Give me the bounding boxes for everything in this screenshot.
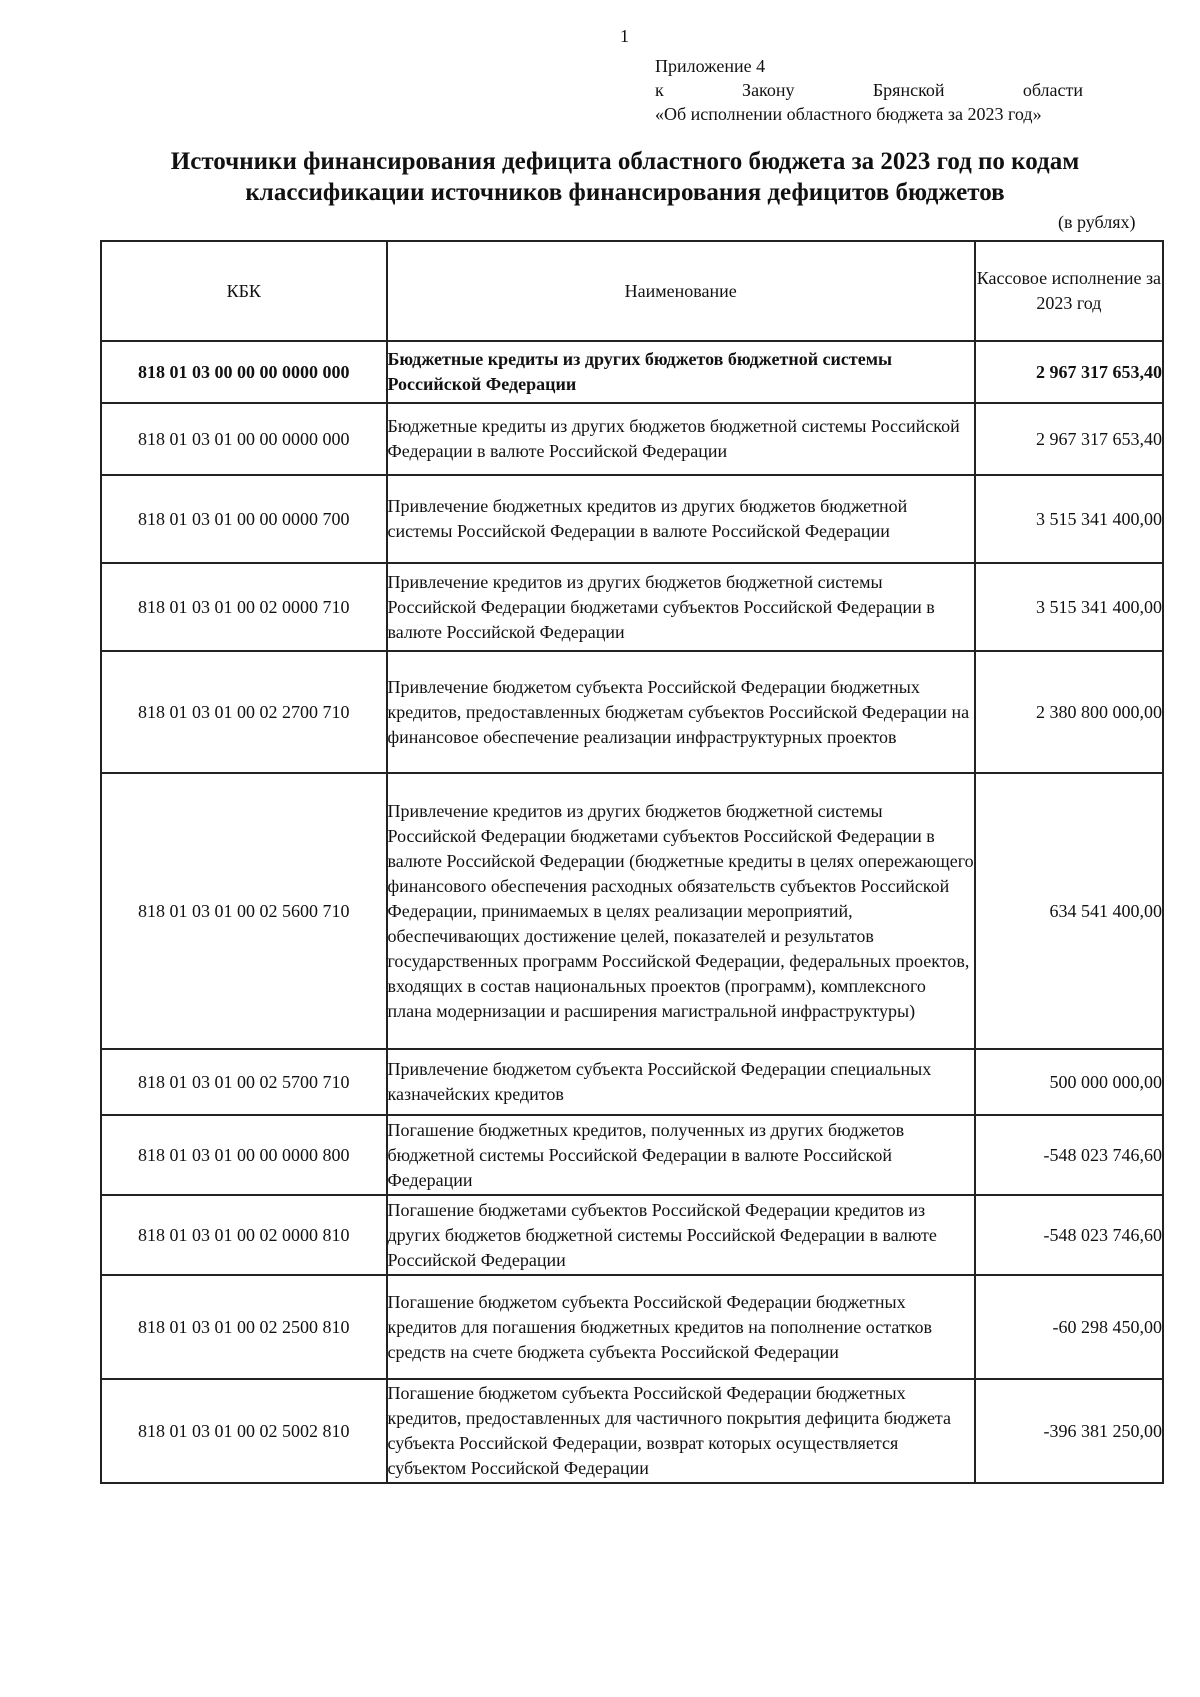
amount-cell: 2 380 800 000,00 <box>975 651 1163 773</box>
sources-table <box>100 240 1164 1484</box>
name-cell: Привлечение кредитов из других бюджетов бюджетной системы Российской Федерации бюджетами субъектов Российской Федерации в валюте Российской Федерации (бюджетные кредиты в целях опережающего финансового обеспечения расходных обязательств субъектов Российской Федерации, принимаемых в целях реализации мероприятий, обеспечивающих достижение целей, показателей и результатов государственных программ Российской Федерации, федеральных проектов, входящих в состав национальных проектов (программ), комплексного плана модернизации и расширения магистральной инфраструктуры) <box>387 773 975 1049</box>
name-cell: Погашение бюджетных кредитов, полученных из других бюджетов бюджетной системы Российской Федерации в валюте Российской Федерации <box>387 1115 975 1195</box>
kbk-cell: 818 01 03 01 00 02 5002 810 <box>101 1379 387 1483</box>
kbk-cell: 818 01 03 00 00 00 0000 000 <box>101 341 387 403</box>
amount-cell: 500 000 000,00 <box>975 1049 1163 1115</box>
table-row <box>101 773 1163 1049</box>
name-cell: Погашение бюджетами субъектов Российской Федерации кредитов из других бюджетов бюджетной системы Российской Федерации в валюте Российской Федерации <box>387 1195 975 1275</box>
kbk-cell: 818 01 03 01 00 02 0000 710 <box>101 563 387 651</box>
name-cell: Бюджетные кредиты из других бюджетов бюджетной системы Российской Федерации в валюте Российской Федерации <box>387 403 975 475</box>
appendix-block <box>655 54 1083 126</box>
amount-cell: -60 298 450,00 <box>975 1275 1163 1379</box>
appendix-law-line <box>655 78 1083 102</box>
kbk-cell: 818 01 03 01 00 00 0000 800 <box>101 1115 387 1195</box>
table-row <box>101 1275 1163 1379</box>
name-cell: Погашение бюджетом субъекта Российской Федерации бюджетных кредитов, предоставленных для частичного покрытия дефицита бюджета субъекта Российской Федерации, возврат которых осуществляется субъектом Российской Федерации <box>387 1379 975 1483</box>
header-amount: Кассовое исполнение за 2023 год <box>975 241 1163 341</box>
name-cell: Привлечение бюджетом субъекта Российской Федерации специальных казначейских кредитов <box>387 1049 975 1115</box>
kbk-cell: 818 01 03 01 00 02 0000 810 <box>101 1195 387 1275</box>
name-cell: Погашение бюджетом субъекта Российской Федерации бюджетных кредитов для погашения бюджетных кредитов на пополнение остатков средств на счете бюджета субъекта Российской Федерации <box>387 1275 975 1379</box>
amount-cell: -548 023 746,60 <box>975 1195 1163 1275</box>
header-kbk: КБК <box>101 241 387 341</box>
table-header-row <box>101 241 1163 341</box>
amount-cell: 3 515 341 400,00 <box>975 563 1163 651</box>
appendix-law-word: области <box>1022 80 1083 100</box>
amount-cell: 634 541 400,00 <box>975 773 1163 1049</box>
table-row <box>101 651 1163 773</box>
kbk-cell: 818 01 03 01 00 02 2700 710 <box>101 651 387 773</box>
name-cell: Привлечение бюджетных кредитов из других бюджетов бюджетной системы Российской Федерации в валюте Российской Федерации <box>387 475 975 563</box>
document-title: Источники финансирования дефицита областного бюджета за 2023 год по кодам классификации источников финансирования дефицитов бюджетов <box>170 148 1080 206</box>
kbk-cell: 818 01 03 01 00 02 5600 710 <box>101 773 387 1049</box>
appendix-law-word: Закону <box>742 80 795 100</box>
amount-cell: -548 023 746,60 <box>975 1115 1163 1195</box>
name-cell: Привлечение кредитов из других бюджетов бюджетной системы Российской Федерации бюджетами субъектов Российской Федерации в валюте Российской Федерации <box>387 563 975 651</box>
table-row <box>101 403 1163 475</box>
appendix-law-title: «Об исполнении областного бюджета за 2023 год» <box>655 104 1042 124</box>
table-row <box>101 1379 1163 1483</box>
table-row <box>101 475 1163 563</box>
kbk-cell: 818 01 03 01 00 02 2500 810 <box>101 1275 387 1379</box>
appendix-title: Приложение 4 <box>655 56 766 76</box>
table-row <box>101 1195 1163 1275</box>
name-cell: Бюджетные кредиты из других бюджетов бюджетной системы Российской Федерации <box>387 341 975 403</box>
amount-cell: 2 967 317 653,40 <box>975 341 1163 403</box>
kbk-cell: 818 01 03 01 00 00 0000 700 <box>101 475 387 563</box>
name-cell: Привлечение бюджетом субъекта Российской Федерации бюджетных кредитов, предоставленных бюджетам субъектов Российской Федерации на финансовое обеспечение реализации инфраструктурных проектов <box>387 651 975 773</box>
appendix-law-word: Брянской <box>872 80 945 100</box>
amount-cell: 2 967 317 653,40 <box>975 403 1163 475</box>
table-row <box>101 341 1163 403</box>
table-row <box>101 1115 1163 1195</box>
table-row <box>101 563 1163 651</box>
units-note: (в рублях) <box>1058 212 1136 232</box>
kbk-cell: 818 01 03 01 00 00 0000 000 <box>101 403 387 475</box>
page-number: 1 <box>620 26 629 46</box>
table-row <box>101 1049 1163 1115</box>
amount-cell: 3 515 341 400,00 <box>975 475 1163 563</box>
amount-cell: -396 381 250,00 <box>975 1379 1163 1483</box>
kbk-cell: 818 01 03 01 00 02 5700 710 <box>101 1049 387 1115</box>
header-name: Наименование <box>387 241 975 341</box>
appendix-law-word: к <box>655 80 664 100</box>
